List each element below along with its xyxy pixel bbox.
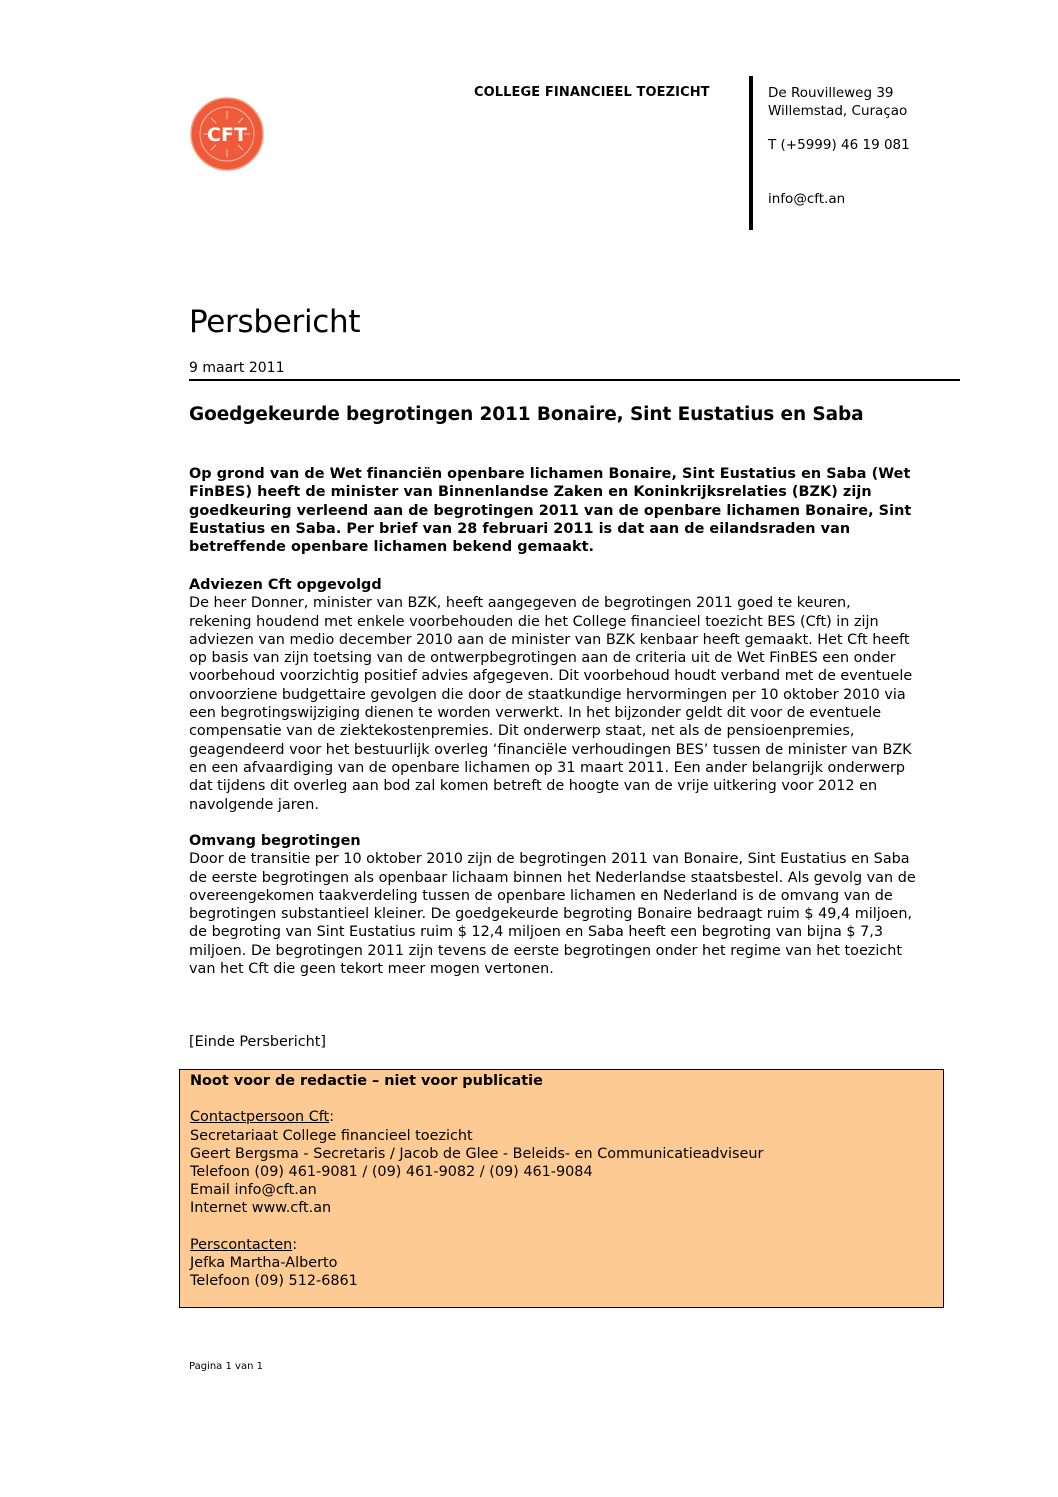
editor-note-box [179,1069,944,1308]
body-line: begrotingen substantieel kleiner. De goedgekeurde begroting Bonaire bedraagt ruim $ 49,4 miljoen, [189,906,913,923]
contact-line: Email info@cft.an [190,1182,317,1199]
body-line: navolgende jaren. [189,796,319,813]
note-title: Noot voor de redactie – niet voor publicatie [190,1073,543,1089]
lead-paragraph [189,465,964,556]
contact-line: Secretariaat College financieel toezicht [190,1127,473,1144]
lead-line: Op grond van de Wet financiën openbare lichamen Bonaire, Sint Eustatius en Saba (Wet [189,466,911,482]
lead-line: betreffende openbare lichamen bekend gemaakt. [189,539,595,556]
body-line: van het Cft die geen tekort meer mogen vertonen. [189,961,554,978]
header-phone: T (+5999) 46 19 081 [768,137,910,153]
contact-line: Telefoon (09) 461-9081 / (09) 461-9082 / (09) 461-9084 [190,1164,593,1180]
body-line: De heer Donner, minister van BZK, heeft aangegeven de begrotingen 2011 goed te keuren, [189,595,851,612]
press-label-line: Perscontacten: [190,1236,298,1253]
body-line: geagendeerd voor het bestuurlijk overleg ‘financiële verhoudingen BES’ tussen de minister van BZK [189,741,912,758]
header-email[interactable]: info@cft.an [768,191,846,207]
header-divider [749,76,753,230]
section-heading: Adviezen Cft opgevolgd [189,577,382,593]
title-rule [189,379,960,381]
press-line: Jefka Martha-Alberto [190,1255,338,1271]
body-line: de eerste begrotingen als openbaar lichaam binnen het Nederlandse staatsbestel. Als gevolg van de [189,869,916,886]
press-label: Perscontacten [190,1236,293,1253]
lead-line: FinBES) heeft de minister van Binnenlandse Zaken en Koninkrijksrelaties (BZK) zijn [189,484,872,501]
contact-line: Geert Bergsma - Secretaris / Jacob de Glee - Beleids- en Communicatieadviseur [190,1145,764,1162]
body-line: overeengekomen taakverdeling tussen de openbare lichamen en Nederland is de omvang van de [189,887,893,904]
end-marker: [Einde Persbericht] [189,1034,327,1050]
body-line: en een afvaardiging van de openbare lichamen op 31 maart 2011. Een ander belangrijk onderwerp [189,759,906,776]
section-heading: Omvang begrotingen [189,833,361,849]
body-line: compensatie van de ziektekostenpremies. Dit onderwerp staat, net als de pensioenpremies, [189,723,855,740]
contact-label-line: Contactpersoon Cft: [190,1109,335,1126]
body-line: Door de transitie per 10 oktober 2010 zijn de begrotingen 2011 van Bonaire, Sint Eustatius en Saba [189,851,910,868]
lead-line: goedkeuring verleend aan de begrotingen 2011 van de openbare lichamen Bonaire, Sint [189,502,912,519]
cft-logo-emblem [190,97,264,171]
body-line: dat tijdens dit overleg aan bod zal komen betreft de hoogte van de vrije uitkering voor 2012 en [189,778,878,795]
body-line: de begroting van Sint Eustatius ruim $ 12,4 miljoen en Saba heeft een begroting van bijna $ 7,3 [189,924,883,941]
body-line: miljoen. De begrotingen 2011 zijn tevens de eerste begrotingen onder het regime van het toezicht [189,942,903,959]
body-line: onvoorziene budgettaire gevolgen die door de staatkundige hervormingen per 10 oktober 2010 via [189,686,906,703]
page-number: Pagina 1 van 1 [189,1361,263,1372]
logo-text: CFT [207,124,247,146]
cft-logo [190,97,264,171]
body-line: voorbehoud voorzichtig positief advies afgegeven. Dit voorbehoud houdt verband met de eventuele [189,668,913,685]
lead-line: Eustatius en Saba. Per brief van 28 februari 2011 is dat aan de eilandsraden van [189,520,851,537]
section-adviezen [189,576,964,814]
contact-label: Contactpersoon Cft [190,1109,330,1126]
section-omvang [189,832,964,978]
body-line: rekening houdend met enkele voorbehouden die het College financieel toezicht BES (Cft) in zijn [189,613,879,630]
page-title: Persbericht [189,304,361,340]
document-date: 9 maart 2011 [189,360,285,376]
headline: Goedgekeurde begrotingen 2011 Bonaire, Sint Eustatius en Saba [189,404,864,425]
address-line-2: Willemstad, Curaçao [768,103,908,119]
body-line: een begrotingswijziging dienen te worden verwerkt. In het bijzonder geldt dit voor de eventuele [189,705,882,722]
organization-name: COLLEGE FINANCIEEL TOEZICHT [474,85,710,100]
body-line: adviezen van medio december 2010 aan de minister van BZK kenbaar heeft gemaakt. Het Cft heeft [189,631,910,648]
body-line: op basis van zijn toetsing van de ontwerpbegrotingen aan de criteria uit de Wet FinBES een onder [189,650,896,667]
contact-line: Internet www.cft.an [190,1200,332,1217]
address-line-1: De Rouvilleweg 39 [768,85,894,101]
press-line: Telefoon (09) 512-6861 [190,1273,358,1290]
